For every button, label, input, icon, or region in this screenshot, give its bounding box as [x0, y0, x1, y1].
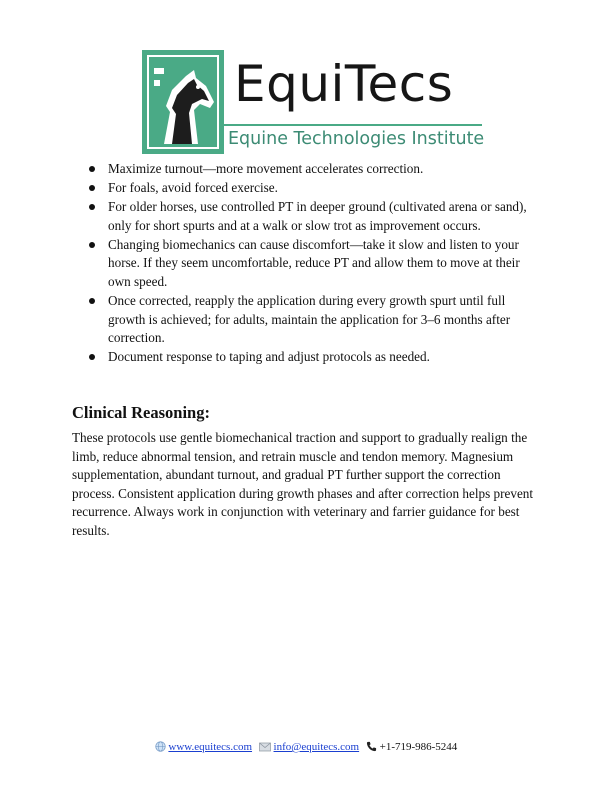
section-body: These protocols use gentle biomechanical traction and support to gradually realign the limb, reduce abnormal tension, and retrain muscle and tendon memory. Magnesium supplementation, abundant turnout, and gradual PT further support the correction process. Consistent application during growth phases and after correction helps prevent recurrence. Always work in conjunction with veterinary and farrier guidance for best results.	[72, 430, 534, 538]
bullet-item	[72, 179, 542, 198]
bullet-dot	[89, 242, 95, 248]
bullet-text: Document response to taping and adjust protocols as needed.	[108, 349, 430, 365]
bullet-item	[72, 160, 542, 179]
logo-name: EquiTecs	[234, 55, 454, 113]
bullet-item	[72, 236, 542, 292]
email-link[interactable]: info@equitecs.com	[273, 741, 360, 753]
bullet-dot	[89, 204, 95, 210]
bullet-item	[72, 348, 542, 367]
logo-tagline: Equine Technologies Institute	[224, 124, 482, 154]
bullet-text: Changing biomechanics can cause discomfort—take it slow and listen to your horse. If they seem uncomfortable, reduce PT and allow them to move at their own speed.	[108, 236, 520, 290]
email-icon	[259, 742, 271, 752]
bullet-text: For foals, avoid forced exercise.	[108, 180, 278, 196]
bullet-list	[72, 160, 542, 368]
bullet-text: Maximize turnout—more movement accelerates correction.	[108, 161, 424, 176]
bullet-dot	[89, 166, 95, 172]
phone-icon	[366, 741, 377, 752]
phone-number: +1-719-986-5244	[379, 741, 458, 753]
bullet-text: Once corrected, reapply the application during every growth spurt until full growth is achieved; for adults, maintain the application for 3–6 months after correction.	[108, 293, 511, 346]
bullet-item	[72, 198, 542, 235]
bullet-item	[72, 292, 542, 348]
section-heading: Clinical Reasoning:	[72, 403, 210, 422]
footer	[0, 739, 612, 755]
bullet-dot	[89, 354, 95, 360]
globe-icon	[155, 741, 166, 752]
header-logo	[142, 50, 485, 154]
horse-logo-icon	[142, 50, 224, 154]
bullet-dot	[89, 185, 95, 191]
bullet-dot	[89, 298, 95, 304]
website-link[interactable]: www.equitecs.com	[168, 741, 253, 753]
bullet-text: For older horses, use controlled PT in deeper ground (cultivated arena or sand), only for short spurts and at a walk or slow trot as improvement occurs.	[108, 199, 527, 233]
